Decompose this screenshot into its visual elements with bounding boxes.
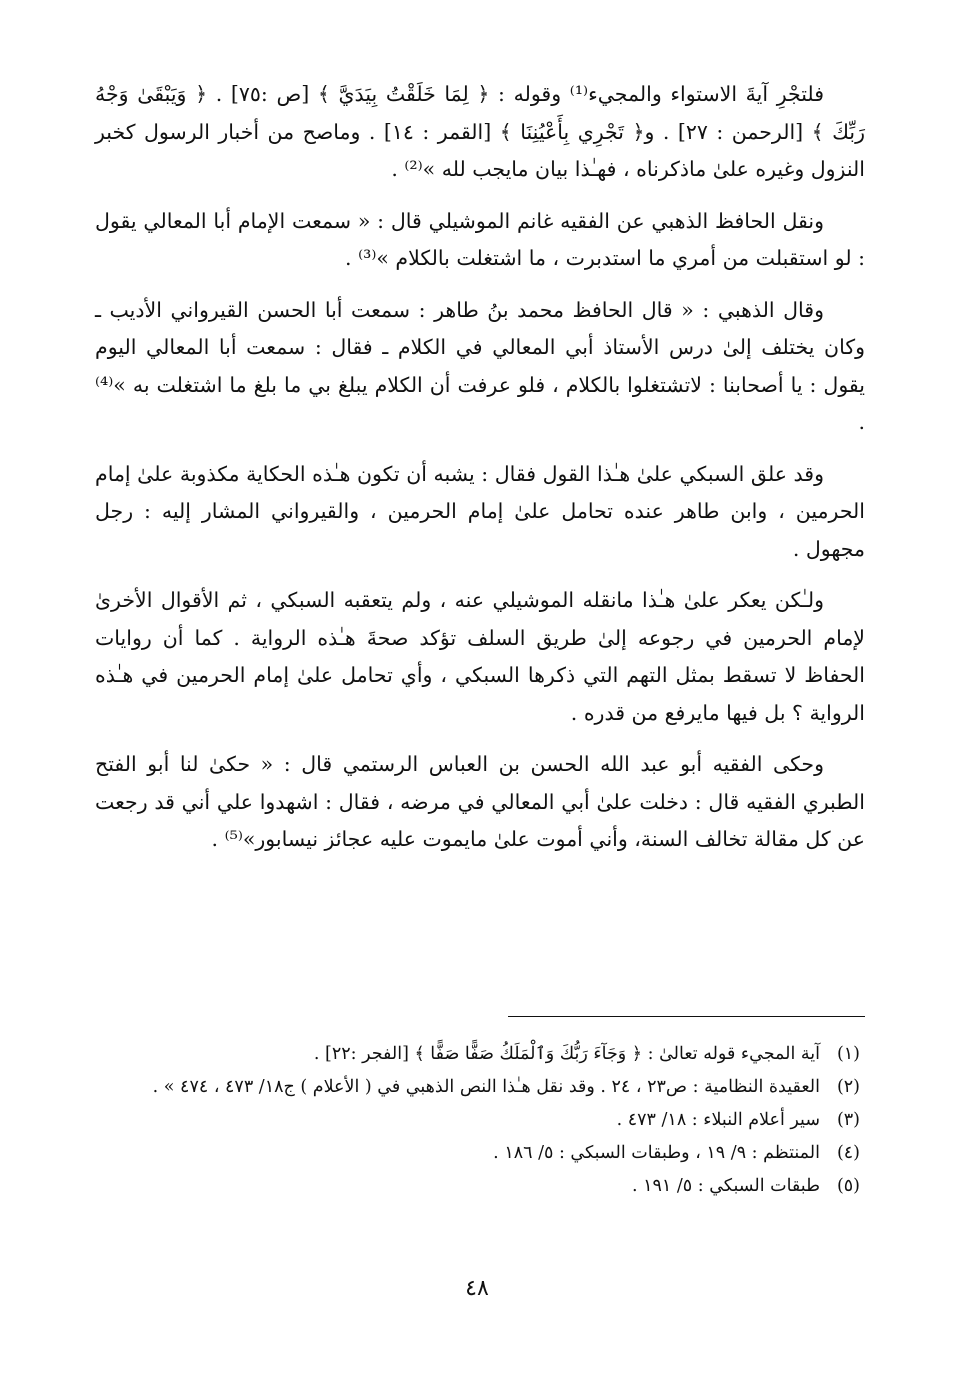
footnote-divider [508,1016,865,1017]
page-number: ٤٨ [465,1276,489,1301]
footnote-text: العقيدة النظامية : ص٢٣ ، ٢٤ . وقد نقل هـٰذا النص الذهبي في ( الأعلام ) ج١٨/ ٤٧٣ ، ٤٧٤ » . [152,1077,820,1097]
paragraph: فلتجْرِ آيةَ الاستواء والمجيء⁽¹⁾ وقوله : ﴿ لِمَا خَلَقْتُ بِيَدَيَّ ﴾ [ص :٧٥] . ﴿ وَيَبْقَىٰ وَجْهُ رَبِّكَ ﴾ [الرحمن : ٢٧] . و﴿ تَجْرِي بِأَعْيُنِنَا ﴾ [القمر : ١٤] . وماصح من أخبار الرسول كخبر النزول وغيره علىٰ ماذكرناه ، فهـٰذا بيان مايجب لله »⁽²⁾ . [95,82,865,181]
paragraph: وقد علق السبكي علىٰ هـٰذا القول فقال : يشبه أن تكون هـٰذه الحكاية مكذوبة علىٰ إمام الحرمين ، وابن طاهر عنده تحامل علىٰ إمام الحرمين ، والقيرواني المشار إليه : رجل مجهول . [95,461,865,561]
footnotes [95,1038,865,1203]
paragraph: وحكى الفقيه أبو عبد الله الحسن بن العباس الرستمي قال : « حكىٰ لنا أبو الفتح الطبري الفقيه قال : دخلت علىٰ أبي المعالي في مرضه ، فقال : اشهدوا علي أني قد رجعت عن كل مقالة تخالف السنة، وأني أموت علىٰ مايموت عليه عجائز نيسابور»⁽⁵⁾ . [95,752,865,851]
footnote-text: المنتظم : ٩/ ١٩ ، وطبقات السبكي : ٥/ ١٨٦ . [493,1143,820,1163]
footnote-number: (٣) [836,1110,860,1130]
footnote-number: (١) [836,1044,860,1064]
footnote-item [95,1170,865,1203]
footnote-item [95,1104,865,1137]
footnote-item [95,1137,865,1170]
footnote-text: سير أعلام النبلاء : ١٨/ ٤٧٣ . [616,1110,820,1130]
main-text [95,76,865,873]
footnote-text: طبقات السبكي : ٥/ ١٩١ . [631,1176,820,1196]
footnote-number: (٥) [836,1176,860,1196]
footnote-number: (٢) [836,1077,860,1097]
footnote-item [95,1071,865,1104]
footnote-item [95,1038,865,1071]
paragraph: ونقل الحافظ الذهبي عن الفقيه غانم الموشيلي قال : « سمعت الإمام أبا المعالي يقول : لو استقبلت من أمري ما استدبرت ، ما اشتغلت بالكلام »⁽³⁾ . [95,208,865,270]
paragraph: ولـٰكن يعكر علىٰ هـٰذا مانقله الموشيلي عنه ، ولم يتعقبه السبكي ، ثم الأقوال الأخرىٰ لإمام الحرمين في رجوعه إلىٰ طريق السلف تؤكد صحةَ هـٰذه الرواية . كما أن روايات الحفاظ لا تسقط بمثل التهم التي ذكرها السبكي ، وأي تحامل علىٰ إمام الحرمين في هـٰذه الرواية ؟ بل فيها مايرفع من قدره . [95,588,865,725]
footnote-text: آية المجيء قوله تعالىٰ : ﴿ وَجَآءَ رَبُّكَ وَٱلْمَلَكُ صَفًّا صَفًّا ﴾ [الفجر :٢٢] . [313,1044,820,1064]
paragraph: وقال الذهبي : « قال الحافظ محمد بنُ طاهر : سمعت أبا الحسن القيرواني الأديب ـ وكان يختلف إلىٰ درس الأستاذ أبي المعالي في الكلام ـ فقال : سمعت أبا المعالي اليوم يقول : يا أصحابنا : لاتشتغلوا بالكلام ، فلو عرفت أن الكلام يبلغ بي ما بلغ ما اشتغلت به »⁽⁴⁾ . [95,297,865,434]
footnote-number: (٤) [836,1143,860,1163]
